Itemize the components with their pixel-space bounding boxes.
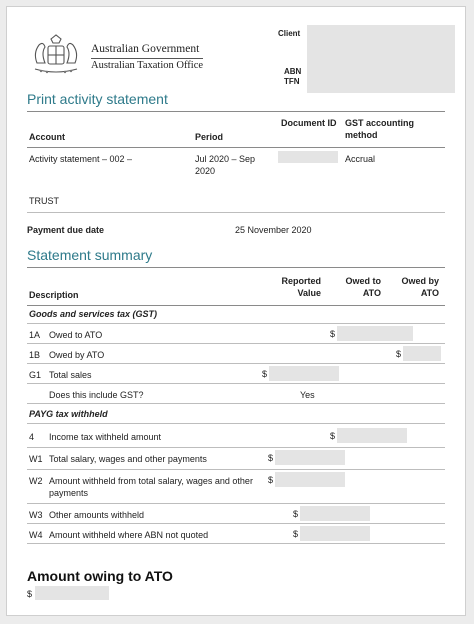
row-divider — [27, 447, 445, 448]
col-reported: Reported Value — [281, 276, 321, 298]
document-id-redacted — [278, 151, 338, 163]
row-description: Total sales — [49, 370, 92, 380]
col-description: Description — [29, 290, 79, 300]
row-description: Owed to ATO — [49, 330, 103, 340]
row-description: Amount withheld from total salary, wages and other payments — [49, 476, 253, 498]
row-divider — [27, 469, 445, 470]
row-code: 1B — [29, 350, 41, 360]
gst-section-label: Goods and services tax (GST) — [29, 309, 158, 319]
includes-gst-value: Yes — [300, 390, 315, 400]
row-divider — [27, 503, 445, 504]
account-bottom-divider — [27, 212, 445, 213]
owed-to-dollar: $ — [330, 329, 336, 339]
payment-due-label: Payment due date — [27, 225, 105, 235]
owed-to-redacted — [337, 326, 413, 341]
summary-header-divider — [27, 305, 445, 306]
row-description: Total salary, wages and other payments — [49, 454, 207, 464]
title-divider — [27, 111, 445, 112]
amount-owing-dollar: $ — [27, 589, 33, 599]
row-code: W3 — [29, 510, 43, 520]
row-code: W4 — [29, 530, 43, 540]
gst-method-value: Accrual — [345, 154, 376, 164]
tfn-label: TFN — [284, 77, 300, 86]
owed-by-dollar: $ — [396, 349, 402, 359]
reported-dollar: $ — [268, 453, 274, 463]
reported-redacted — [300, 506, 370, 521]
owed-by-redacted — [403, 346, 441, 361]
owed-to-redacted — [337, 428, 407, 443]
amount-owing-redacted — [35, 586, 109, 600]
owed-to-dollar: $ — [330, 431, 336, 441]
reported-redacted — [300, 526, 370, 541]
coat-of-arms-icon — [29, 33, 83, 77]
client-label: Client — [278, 29, 301, 38]
account-header-divider — [27, 147, 445, 148]
trust-label: TRUST — [29, 196, 59, 206]
row-divider — [27, 523, 445, 524]
col-document-id: Document ID — [281, 118, 337, 128]
row-divider — [27, 543, 445, 544]
account-value: Activity statement – 002 – — [29, 154, 133, 164]
row-divider — [27, 343, 445, 344]
row-description: Income tax withheld amount — [49, 432, 162, 442]
row-code: W2 — [29, 476, 43, 486]
row-divider — [27, 323, 445, 324]
payment-due-value: 25 November 2020 — [235, 225, 312, 235]
client-details-redacted — [307, 25, 455, 93]
row-description: Amount withheld where ABN not quoted — [49, 530, 209, 540]
row-code: W1 — [29, 454, 43, 464]
col-account: Account — [29, 132, 65, 142]
ato-title: Australian Taxation Office — [91, 60, 204, 71]
row-code: 4 — [29, 432, 35, 442]
reported-redacted — [269, 366, 339, 381]
row-description: Does this include GST? — [49, 390, 144, 400]
reported-dollar: $ — [293, 509, 299, 519]
row-code: 1A — [29, 330, 41, 340]
statement-page — [6, 6, 466, 616]
gov-title: Australian Government — [91, 43, 200, 55]
row-divider — [27, 423, 445, 424]
row-divider — [27, 403, 445, 404]
page-title: Print activity statement — [27, 91, 168, 107]
summary-title-divider — [27, 267, 445, 268]
gov-divider — [91, 58, 203, 59]
col-owed-by: Owed by ATO — [401, 276, 439, 298]
reported-dollar: $ — [268, 475, 274, 485]
reported-redacted — [275, 450, 345, 465]
row-description: Owed by ATO — [49, 350, 105, 360]
row-code: G1 — [29, 370, 42, 380]
col-gst-method: GST accounting method — [345, 118, 415, 140]
summary-title: Statement summary — [27, 247, 153, 263]
reported-dollar: $ — [293, 529, 299, 539]
reported-dollar: $ — [262, 369, 268, 379]
reported-redacted — [275, 472, 345, 487]
payg-section-label: PAYG tax withheld — [29, 409, 108, 419]
row-divider — [27, 363, 445, 364]
col-owed-to: Owed to ATO — [345, 276, 381, 298]
col-period: Period — [195, 132, 224, 142]
amount-owing-title: Amount owing to ATO — [27, 568, 173, 584]
period-value: Jul 2020 – Sep 2020 — [195, 154, 256, 176]
row-description: Other amounts withheld — [49, 510, 145, 520]
row-divider — [27, 383, 445, 384]
abn-label: ABN — [284, 67, 302, 76]
